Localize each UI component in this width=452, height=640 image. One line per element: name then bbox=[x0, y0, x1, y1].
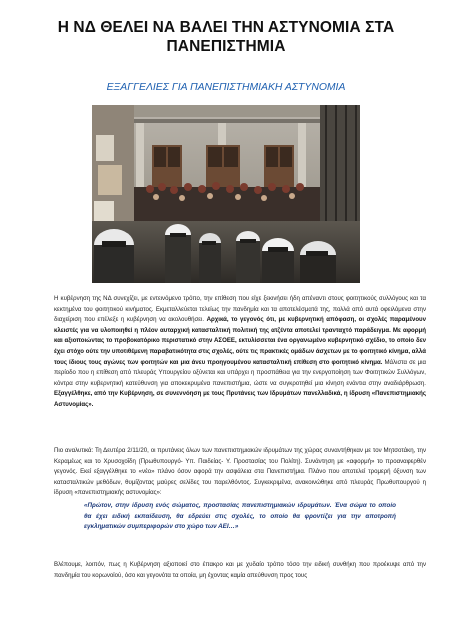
intro-text-1: Η κυβέρνηση της ΝΔ συνεχίζει, με εντεινόμενο τρόπο, την επίθεση που είχε ξεκινήσει ήδη απέναντι στους φοιτητικούς συλλόγους και τα κεκτημένα του φοιτητικού κινήματος. Εκμεταλλεύεται τελείως την πανδημία και τα αποτελέσματά της, πολλά από αυτά οφειλόμενα στην διαχείριση που επέλεξε η κυβέρνηση να ακολουθήσει. bbox=[54, 295, 426, 324]
title-line-1: Η ΝΔ ΘΕΛΕΙ ΝΑ ΒΑΛΕΙ ΤΗΝ ΑΣΤΥΝΟΜΙΑ ΣΤΑ bbox=[57, 19, 395, 36]
document-subtitle: ΕΞΑΓΓΕΛΙΕΣ ΓΙΑ ΠΑΝΕΠΙΣΤΗΜΙΑΚΗ ΑΣΤΥΝΟΜΙΑ bbox=[106, 82, 346, 93]
riot-police-photo bbox=[92, 105, 360, 283]
photo-illustration bbox=[92, 105, 360, 283]
paragraph-analysis: Πιο αναλυτικά: Τη Δευτέρα 2/11/20, οι πρυτάνεις όλων των πανεπιστημιακών ιδρυμάτων της χώρας συναντήθηκαν με τον Μητσοτάκη, την Κεραμέως και το Χρυσοχοΐδη (Πρωθυπουργό- Υπ. Παιδείας- Υ. Προστασίας του Πολίτη). Συνάντηση με «αφορμή» το προαναφερθέν γεγονός. Εκεί εξαγγέλθηκε το «νέο» πλάνο όσον αφορά την ασφάλεια στα Πανεπιστήμια. Πλάνο που αποτελεί τρομερή όξυνση των κατασταλτικών μεθόδων, θυμίζοντας μαύρες σελίδες του παρελθόντος. Συγκεκριμένα, ανακοινώθηκε από πλευράς Πρωθυπουργού η ίδρυση «πανεπιστημιακής αστυνομίας»: bbox=[54, 447, 426, 497]
paragraph-conclusion: Βλέπουμε, λοιπόν, πως η Κυβέρνηση αξιοποιεί στο έπακρο και με χυδαίο τρόπο τόσο την ειδική συνθήκη που προέκυψε από την πανδημία του κορωνοϊού, όσο και γεγονότα τα οποία, μη έχοντας καμία απεύθυνση προς τους bbox=[54, 561, 426, 579]
title-line-2: ΠΑΝΕΠΙΣΤΗΜΙΑ bbox=[166, 38, 286, 55]
intro-bold-2: Εξαγγέλθηκε, από την Κυβέρνηση, σε συνεννόηση με τους Πρυτάνεις των Ιδρυμάτων πανελλαδικά, η ίδρυση «Πανεπιστημιακής Αστυνομίας». bbox=[54, 390, 426, 408]
pm-quote: «Πρώτον, στην ίδρυση ενός σώματος, προστασίας πανεπιστημιακών ιδρυμάτων. Ένα σώμα το οποίο θα έχει ειδική εκπαίδευση, θα εδρεύει στις σχολές, το οποίο θα φροντίζει για την αποτροπή εγκληματικών συμπεριφορών στο χώρο των ΑΕΙ…» bbox=[84, 502, 396, 531]
intro-bold-1: Αρχικά, το γεγονός ότι, με κυβερνητική απόφαση, οι σχολές παραμένουν κλειστές για να υλοποιηθεί η πλέον αυταρχική κατασταλτική πολιτική της ατζέντα αποτελεί τρανταχτό παράδειγμα. Με αφορμή και αξιοποιώντας το προβοκατόρικο περιστατικό στην ΑΣΟΕΕ, εκτυλίσσεται ένα οργανωμένο κυβερνητικό σχέδιο, το οποίο δεν έχει στόχο ούτε την υποτιθέμενη παραβατικότητα στις σχολές, ούτε τις πρακτικές ομάδων άσχετων με το φοιτητικό κίνημα, αλλά τους ίδιους τους αγώνες των φοιτητών και μια άνευ προηγουμένου κατασταλτική επίθεση στο φοιτητικό κίνημα. bbox=[54, 316, 426, 366]
intro-text-2: Μάλιστα σε μια περίοδο που η επίθεση από πλευράς Υπουργείου οξύνεται και υπάρχει η προσπάθεια για την ενεργοποίηση των Φοιτητικών Συλλόγων, κόντρα στην κυβερνητική κατεύθυνση για αποκεκρυμένα πανεπιστήμια, ώστε να συγκροτηθεί μια κίνηση ενάντια στην αναδιάρθρωση. bbox=[54, 358, 426, 387]
paragraph-intro bbox=[54, 294, 426, 411]
document-title bbox=[40, 18, 412, 56]
